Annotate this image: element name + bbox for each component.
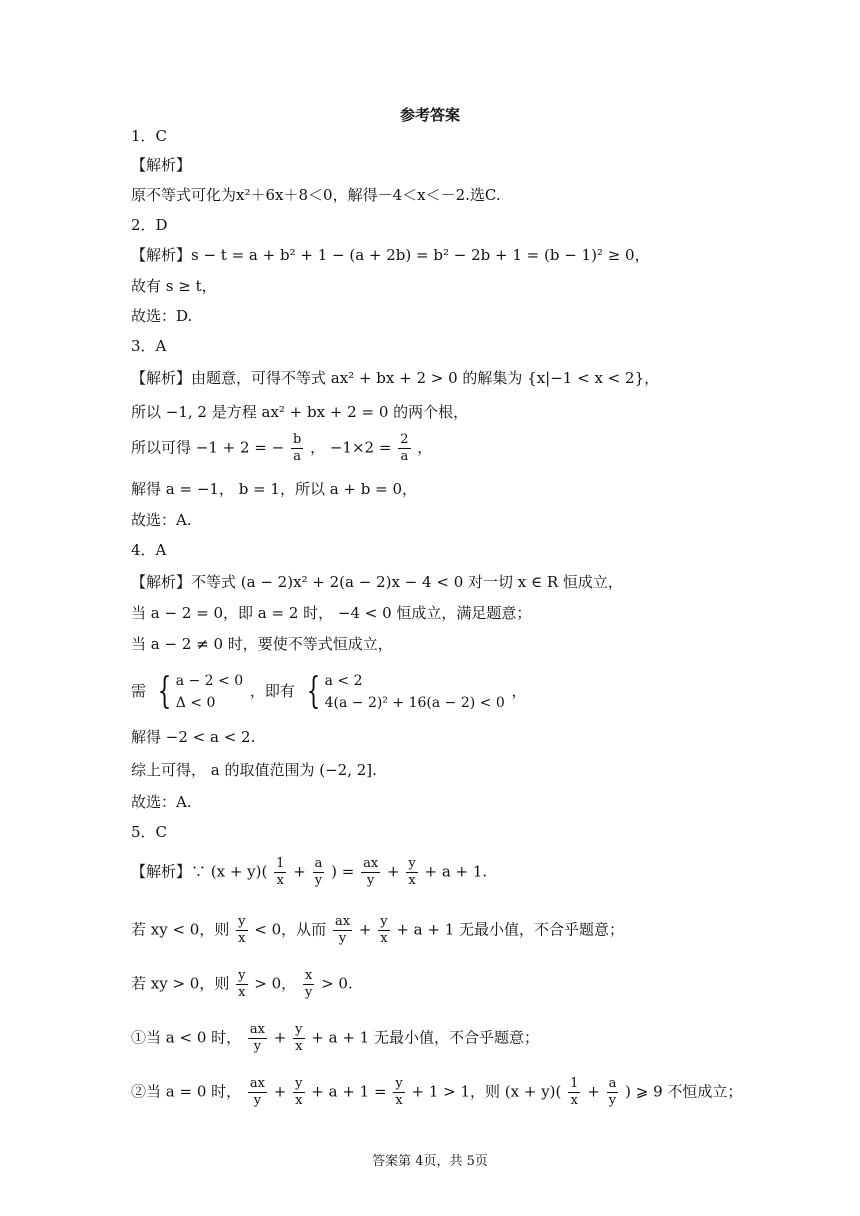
page-title: 参考答案 <box>399 106 460 124</box>
q5-l3-text-b: > 0， <box>254 974 297 993</box>
q4-line-2: 当 a − 2 = 0，即 a = 2 时， −4 < 0 恒成立，满足题意； <box>131 604 532 622</box>
fraction <box>398 432 410 465</box>
q4-line-4 <box>131 670 527 714</box>
q1-answer: 1．C <box>131 127 168 145</box>
q3-line-5: 故选：A. <box>131 511 192 529</box>
fraction <box>378 914 389 947</box>
fraction <box>236 968 247 1001</box>
numerator: a <box>608 1076 617 1091</box>
q5-l1-text-a: 【解析】∵ (x + y)( <box>131 862 268 881</box>
fraction <box>361 856 380 889</box>
numerator: x <box>304 968 313 983</box>
fraction <box>248 1076 267 1109</box>
numerator: ax <box>363 856 379 871</box>
q5-l1-text-b: + <box>293 862 306 881</box>
q2-answer: 2．D <box>131 216 168 234</box>
system-row: a < 2 <box>324 673 363 689</box>
fraction <box>274 856 286 889</box>
q1-analysis: 原不等式可化为x²＋6x＋8＜0，解得－4＜x＜－2.选C. <box>131 186 501 204</box>
numerator: ax <box>334 914 351 929</box>
fraction <box>393 1076 404 1109</box>
q5-l1-text-c: ) = <box>331 862 355 881</box>
fraction <box>607 1076 619 1109</box>
numerator: b <box>292 432 302 447</box>
numerator: a <box>314 856 323 871</box>
fraction <box>291 432 303 465</box>
q4-l4-text-a: 需 <box>131 682 147 700</box>
q5-l4-text-c: + a + 1 无最小值，不合乎题意； <box>311 1028 539 1047</box>
denominator: x <box>395 1093 403 1108</box>
q5-line-5 <box>131 1076 742 1109</box>
q3-answer: 3．A <box>131 337 167 355</box>
numerator: y <box>380 914 388 929</box>
q5-l1-text-d: + <box>386 862 400 881</box>
denominator: y <box>304 985 313 1000</box>
numerator: y <box>395 1076 403 1091</box>
denominator: a <box>293 449 302 464</box>
numerator: 1 <box>276 856 285 871</box>
q5-l5-text-e: + <box>587 1082 600 1101</box>
numerator: y <box>295 1022 303 1037</box>
q4-line-5: 解得 −2 < a < 2. <box>131 728 256 746</box>
q5-l5-text-c: + a + 1 = <box>311 1082 387 1101</box>
numerator: ax <box>249 1022 266 1037</box>
q5-l5-text-b: + <box>273 1082 287 1101</box>
q5-l3-text-c: > 0. <box>321 974 353 993</box>
q5-l4-text-a: ①当 a < 0 时， <box>131 1028 242 1047</box>
numerator: y <box>408 856 416 871</box>
denominator: x <box>295 1093 303 1108</box>
left-brace: { <box>306 671 321 712</box>
q3-line-2: 所以 −1, 2 是方程 ax² + bx + 2 = 0 的两个根， <box>131 403 469 421</box>
q5-l1-text-e: + a + 1. <box>424 862 488 881</box>
q2-analysis: 【解析】s − t = a + b² + 1 − (a + 2b) = b² − 2b + 1 = (b − 1)² ≥ 0， <box>131 246 650 264</box>
numerator: ax <box>249 1076 266 1091</box>
denominator: x <box>238 985 246 1000</box>
denominator: x <box>295 1039 303 1054</box>
left-brace: { <box>157 671 172 712</box>
q3-l3-text-b: ， −1×2 = <box>310 438 392 457</box>
q3-l3-text-a: 所以可得 −1 + 2 = − <box>131 438 285 457</box>
q5-l2-text-a: 若 xy < 0，则 <box>131 920 230 939</box>
fraction <box>236 914 247 947</box>
q5-line-2 <box>131 914 624 947</box>
denominator: y <box>338 931 347 946</box>
fraction <box>293 1076 304 1109</box>
q1-analysis-label: 【解析】 <box>131 156 192 174</box>
fraction <box>293 1022 304 1055</box>
fraction <box>568 1076 580 1109</box>
denominator: x <box>238 931 246 946</box>
q5-answer: 5．C <box>131 823 168 841</box>
denominator: x <box>380 931 388 946</box>
numerator: y <box>238 914 246 929</box>
q5-l2-text-d: + a + 1 无最小值，不合乎题意； <box>396 920 625 939</box>
numerator: 1 <box>570 1076 579 1091</box>
denominator: y <box>253 1039 262 1054</box>
q4-answer: 4．A <box>131 541 167 559</box>
q5-l5-text-a: ②当 a = 0 时， <box>131 1082 242 1101</box>
denominator: x <box>408 873 416 888</box>
q3-line-3 <box>131 432 432 465</box>
q4-line-3: 当 a − 2 ≠ 0 时，要使不等式恒成立， <box>131 635 393 653</box>
q5-line-1 <box>131 856 487 889</box>
system-row: a − 2 < 0 <box>175 673 244 689</box>
q3-line-4: 解得 a = −1， b = 1，所以 a + b = 0， <box>131 480 418 498</box>
q5-l5-text-f: ) ⩾ 9 不恒成立； <box>625 1082 743 1101</box>
denominator: y <box>608 1093 617 1108</box>
system-row: Δ < 0 <box>175 695 216 711</box>
denominator: a <box>400 449 409 464</box>
q5-l2-text-c: + <box>358 920 372 939</box>
q4-line-1: 【解析】不等式 (a − 2)x² + 2(a − 2)x − 4 < 0 对一切 x ∈ R 恒成立， <box>131 573 623 591</box>
fraction <box>333 914 352 947</box>
denominator: x <box>570 1093 578 1108</box>
denominator: y <box>366 873 375 888</box>
inequality-system <box>302 670 505 714</box>
fraction <box>248 1022 267 1055</box>
q5-l4-text-b: + <box>273 1028 287 1047</box>
fraction <box>313 856 325 889</box>
numerator: 2 <box>400 432 409 447</box>
numerator: y <box>295 1076 303 1091</box>
q3-line-1: 【解析】由题意，可得不等式 ax² + bx + 2 > 0 的解集为 {x|−1 < x < 2}， <box>131 369 660 387</box>
inequality-system <box>153 670 243 714</box>
q5-l5-text-d: + 1 > 1，则 (x + y)( <box>411 1082 562 1101</box>
q5-line-4 <box>131 1022 539 1055</box>
q5-line-3 <box>131 968 353 1001</box>
q3-l3-text-c: ， <box>417 438 433 457</box>
q4-l4-text-c: ， <box>511 682 527 700</box>
system-row: 4(a − 2)² + 16(a − 2) < 0 <box>324 695 505 711</box>
q4-line-6: 综上可得， a 的取值范围为 (−2, 2]. <box>131 761 377 779</box>
q5-l3-text-a: 若 xy > 0，则 <box>131 974 230 993</box>
q4-l4-text-b: ，即有 <box>249 682 295 700</box>
q5-l2-text-b: < 0，从而 <box>254 920 327 939</box>
fraction <box>406 856 417 889</box>
q4-line-7: 故选：A. <box>131 793 192 811</box>
denominator: y <box>314 873 323 888</box>
page-footer: 答案第 4页，共 5页 <box>372 1154 488 1169</box>
denominator: x <box>276 873 284 888</box>
denominator: y <box>253 1093 262 1108</box>
fraction <box>303 968 314 1001</box>
q2-line-3: 故选：D. <box>131 307 193 325</box>
q2-line-2: 故有 s ≥ t， <box>131 277 217 295</box>
numerator: y <box>238 968 246 983</box>
